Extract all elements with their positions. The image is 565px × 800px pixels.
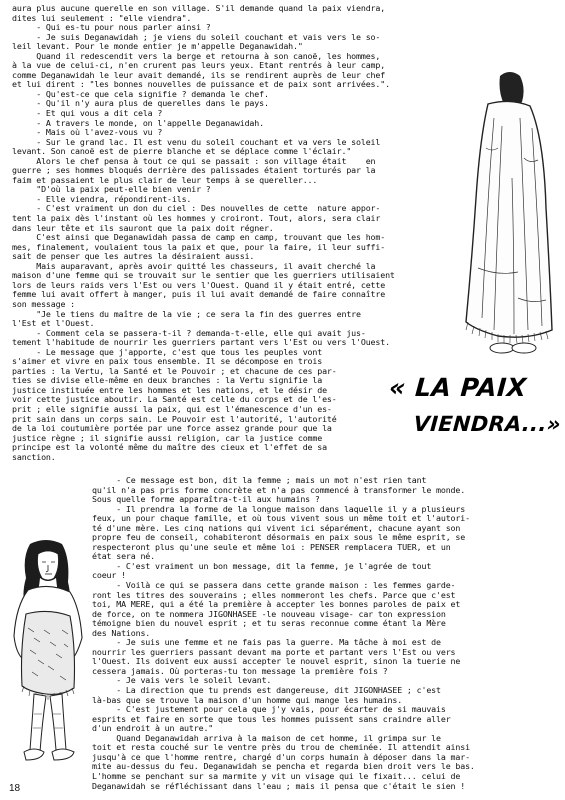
text-line: prit ; elle signifie aussi la paix, qui est l'émanescence d'un es- [12,403,332,414]
pull-quote-line-2: VIENDRA...» [412,412,562,436]
text-line: son message : [12,298,75,309]
text-line: - C'est vraiment un don du ciel : Des nouvelles de cette nature appor- [12,203,381,214]
text-line: et lui dirent : "les bonnes nouvelles de puissance et de paix sont arrivées.". [12,79,390,90]
text-line: L'homme se penchant sur sa marmite y vit un visage qui le fixait... celui de [92,770,461,781]
text-line: - Et qui vous a dit cela ? [12,108,163,119]
text-line: justice règne ; il signifie aussi religion, car la justice comme [12,432,323,443]
text-line: tent la paix dès l'instant où les hommes y croiront. Tout, alors, sera clair [12,213,381,224]
text-line: sait de penser que les autres la désiraient aussi. [12,251,255,262]
text-line: femme lui avait offert à manger, puis il lui avait demandé de faire connaître [12,289,386,300]
text-line: jusqu'à ce que l'homme rentre, chargé d'un corps humain à déposer dans la mar- [92,751,470,762]
story-text-top [12,4,395,462]
pull-quote-line-1: « LA PAIX [388,373,528,402]
text-line: comme Deganawidah le leur avait demandé, ils se rendirent auprès de leur chef [12,69,386,80]
text-line: parties : la Vertu, la Santé et le Pouvoir ; et chacune de ces par- [12,365,337,376]
text-line: sanction. [12,451,56,462]
text-line: maison d'une femme qui se trouvait sur le sentier que les guerriers utilisaient [12,270,395,281]
text-line: C'est ainsi que Deganawidah passa de camp en camp, trouvant que les hom- [12,232,386,243]
text-line: mes, finalement, voulaient tous la paix et que, pour la faire, il leur suffi- [12,241,386,252]
text-line: - Je suis Deganawidah ; je viens du soleil couchant et vais vers le so- [12,31,381,42]
text-line: Mais auparavant, après avoir quitté les chasseurs, il avait cherché la [12,260,376,271]
text-line: là-bas que se trouve la maison d'un homme qui mange les humains. [92,694,403,705]
text-line: - Qu'il n'y aura plus de querelles dans le pays. [12,98,269,109]
text-line: - Mais où l'avez-vous vu ? [12,127,163,138]
text-line: propre feu de conseil, cohabiteront désormais en paix sous le même esprit, se [92,532,466,543]
text-line: - Je vais vers le soleil levant. [92,675,272,686]
text-line: Quand Deganawidah arriva à la maison de cet homme, il grimpa sur le [92,732,441,743]
text-line: à la vue de celui-ci, n'en crurent pas leurs yeux. Etant rentrés à leur camp, [12,60,386,71]
pull-quote [386,373,560,437]
text-line: - Qui es-tu pour nous parler ainsi ? [12,22,211,33]
text-line: - Sur le grand lac. Il est venu du soleil couchant et va vers le soleil [12,136,381,147]
woman-in-blanket-illustration [458,68,558,356]
text-line: levant. Son canoë est de pierre blanche et se déplace comme l'éclair." [12,146,352,157]
text-line: feux, un pour chaque famille, et où tous vivent sous un même toit et l'autori- [92,513,470,524]
text-line: toi, MA MERE, qui a été la première à accepter les bonnes paroles de paix et [92,599,461,610]
text-line: - Il prendra la forme de la longue maison dans laquelle il y a plusieurs [92,503,466,514]
text-line: de la loi coutumière portée par une force assez grande pour que la [12,423,332,434]
text-line: guerre ; ses hommes bloqués derrière des palissades étaient torturés par la [12,165,376,176]
text-line: - Voilà ce qui se passera dans cette grande maison : les femmes garde- [92,580,456,591]
text-line: s'aimer et vivre en paix tous ensemble. Il se décompose en trois [12,356,323,367]
text-line: leil levant. Pour le monde entier je m'appelle Deganawidah." [12,41,303,52]
text-line: d'un endroit à un autre." [92,723,214,734]
text-line: - Comment cela se passera-t-il ? demanda-t-elle, elle qui avait jus- [12,327,366,338]
story-text-bottom [92,476,475,791]
text-line: dites lui seulement : "elle viendra". [12,12,192,23]
text-line: - Elle viendra, répondirent-ils. [12,193,192,204]
text-line: "D'où la paix peut-elle bien venir ? [12,184,211,195]
text-line: Quand il redescendit vers la berge et retourna à son canoë, les hommes, [12,50,381,61]
text-line: mite au-dessus du feu. Deganawidah se pencha et regarda bien droit vers le bas. [92,761,475,772]
text-line: Sous quelle forme apparaîtra-t-il aux humains ? [92,494,320,505]
text-line: - A travers le monde, on l'appelle Deganawidah. [12,117,264,128]
text-line: ties se divise elle-même en deux branches : la Vertu signifie la [12,375,323,386]
text-line: témoigne bien du nouvel esprit ; et tu seras reconnue comme étant la Mère [92,618,446,629]
text-line: - Qu'est-ce que cela signifie ? demanda le chef. [12,88,269,99]
text-line: principe est la volonté même du maître des cieux et l'effet de sa [12,442,327,453]
text-line: - La direction que tu prends est dangereuse, dit JIGONHASEE ; c'est [92,685,441,696]
text-line: état sera né. [92,551,155,562]
text-line: Deganawidah se réfléchissant dans l'eau ; mais il pensa que c'était le sien ! [92,780,466,791]
text-line: coeur ! [92,570,126,581]
text-line: - Je suis une femme et ne fais pas la guerre. Ma tâche à moi est de [92,637,441,648]
text-line: tement l'habitude de nourrir les guerriers partant vers l'Est ou vers l'Ouest. [12,337,390,348]
text-line: lors de leurs raids vers l'Est ou vers l'Ouest. Quand il y était entré, cette [12,279,386,290]
text-line: l'Ouest. Ils doivent eux aussi accepter le nouvel esprit, sinon la tuerie ne [92,656,461,667]
text-line: des Nations. [92,627,151,638]
text-line: justice instituée entre les hommes et les nations, et le désir de [12,384,327,395]
text-line: respecteront plus qu'une seule et même loi : PENSER remplacera TUER, et un [92,541,451,552]
text-line: faim et passaient le plus clair de leur temps à se quereller... [12,174,318,185]
text-line: nourrir les guerriers passant devant ma porte et partant vers l'Est ou vers [92,646,456,657]
text-line: qu'il n'a pas pris forme concrète et n'a pas commencé à transformer le monde. [92,484,466,495]
text-line: - Ce message est bon, dit la femme ; mais un mot n'est rien tant [92,475,427,485]
text-line: l'Est et l'Ouest. [12,318,95,329]
text-line: té d'une mère. Les cinq nations qui vivent ici séparément, chacune ayant son [92,522,461,533]
text-line: toit et resta couché sur le ventre près du trou de cheminée. Il attendit ainsi [92,742,470,753]
text-line: Alors le chef pensa à tout ce qui se passait : son village était en [12,155,376,166]
text-line: - C'est vraiment un bon message, dit la femme, je l'agrée de tout [92,560,432,571]
text-line: aura plus aucune querelle en son village. S'il demande quand la paix viendra, [12,3,386,13]
text-line: prit sain dans un corps sain. Le Pouvoir est l'autorité, l'autorité [12,413,337,424]
text-line: - Le message que j'apporte, c'est que tous les peuples vont [12,346,323,357]
text-line: "Je le tiens du maître de la vie ; ce sera la fin des guerres entre [12,308,361,319]
man-with-fur-illustration [4,538,90,768]
text-line: - C'est justement pour cela que j'y vais, pour écarter de si mauvais [92,704,446,715]
page-number: 18 [9,783,21,794]
text-line: ront les titres des souverains ; elles nommeront les chefs. Parce que c'est [92,589,456,600]
text-line: voir cette justice aboutir. La Santé est celle du corps et de l'es- [12,394,337,405]
text-line: cessera jamais. Où porteras-tu ton message la première fois ? [92,665,388,676]
text-line: esprits et faire en sorte que tous les hommes puissent sans craindre aller [92,713,451,724]
text-line: dans leur tête et ils sauront que la paix doit régner. [12,222,274,233]
text-line: de force, on te nommera JIGONHASEE -le nouveau visage- car ton expression [92,608,446,619]
